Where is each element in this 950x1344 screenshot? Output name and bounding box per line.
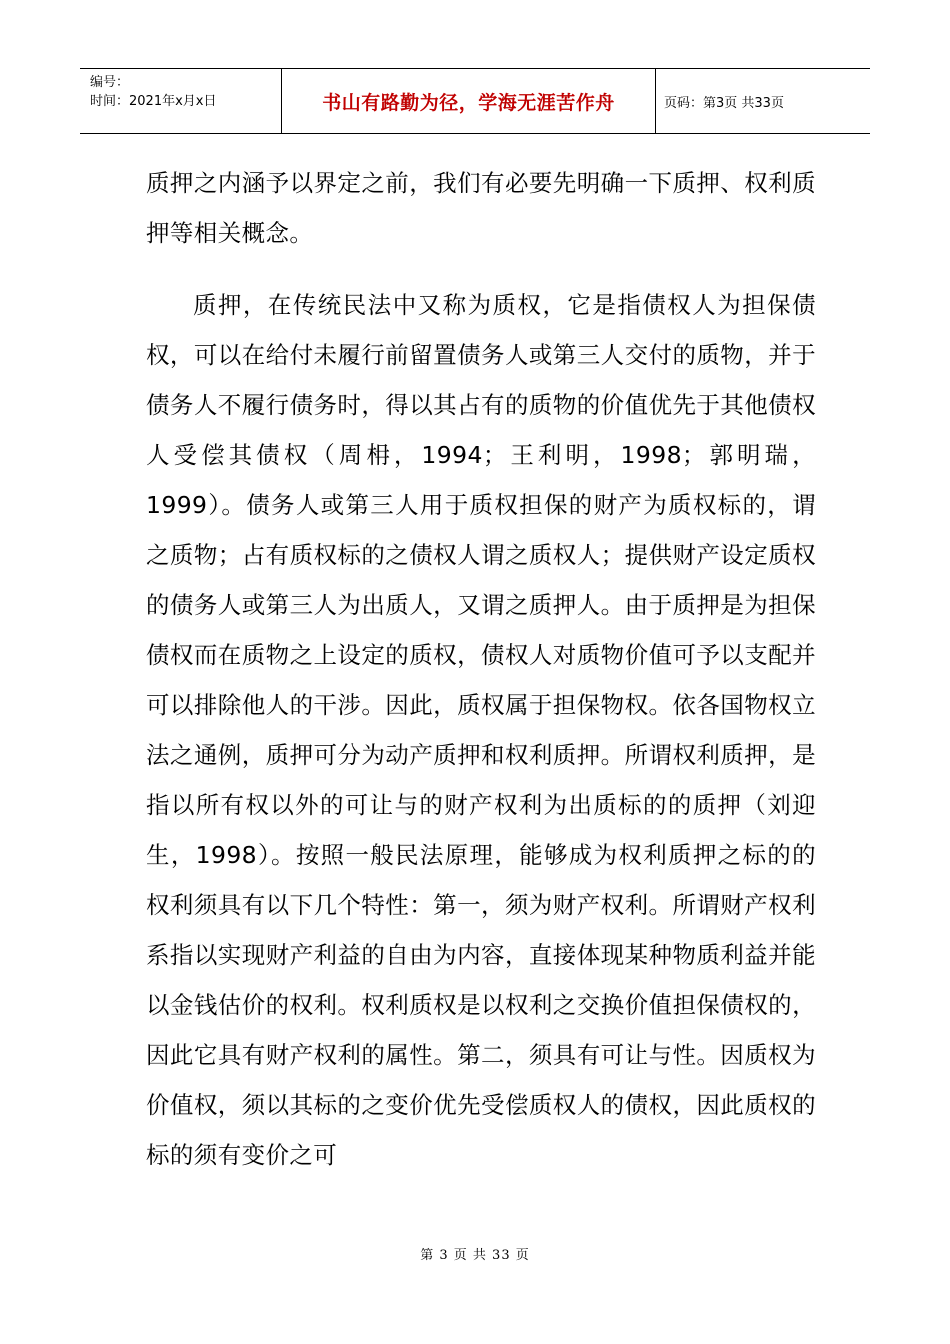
header-motto: 书山有路勤为径，学海无涯苦作舟	[322, 91, 615, 114]
header-motto-cell	[282, 69, 656, 133]
document-body	[146, 158, 816, 1180]
paragraph-continuation: 质押之内涵予以界定之前，我们有必要先明确一下质押、权利质押等相关概念。	[146, 169, 816, 247]
page-footer: 第 3 页 共 33 页	[420, 1248, 530, 1263]
paragraph-pledge-definition: 质押，在传统民法中又称为质权，它是指债权人为担保债权，可以在给付未履行前留置债务人或第三人交付的质物，并于债务人不履行债务时，得以其占有的质物的价值优先于其他债权人受偿其债权（周枏，1994；王利明，1998；郭明瑞，1999）。债务人或第三人用于质权担保的财产为质权标的，谓之质物；占有质权标的之债权人谓之质权人；提供财产设定质权的债务人或第三人为出质人，又谓之质押人。由于质押是为担保债权而在质物之上设定的质权，债权人对质物价值可予以支配并可以排除他人的干涉。因此，质权属于担保物权。依各国物权立法之通例，质押可分为动产质押和权利质押。所谓权利质押，是指以所有权以外的可让与的财产权利为出质标的的质押（刘迎生，1998）。按照一般民法原理，能够成为权利质押之标的的权利须具有以下几个特性：第一，须为财产权利。所谓财产权利系指以实现财产利益的自由为内容，直接体现某种物质利益并能以金钱估价的权利。权利质权是以权利之交换价值担保债权的，因此它具有财产权利的属性。第二，须具有可让与性。因质权为价值权，须以其标的之变价优先受偿质权人的债权，因此质权的标的须有变价之可	[146, 291, 816, 1169]
header-page-cell	[656, 69, 870, 133]
page-header	[80, 68, 870, 134]
document-number-label: 编号：	[90, 75, 130, 90]
header-page-label: 页码：第3页 共33页	[664, 95, 784, 111]
header-meta	[80, 69, 282, 133]
document-time-label: 时间：2021年x月x日	[90, 94, 217, 109]
